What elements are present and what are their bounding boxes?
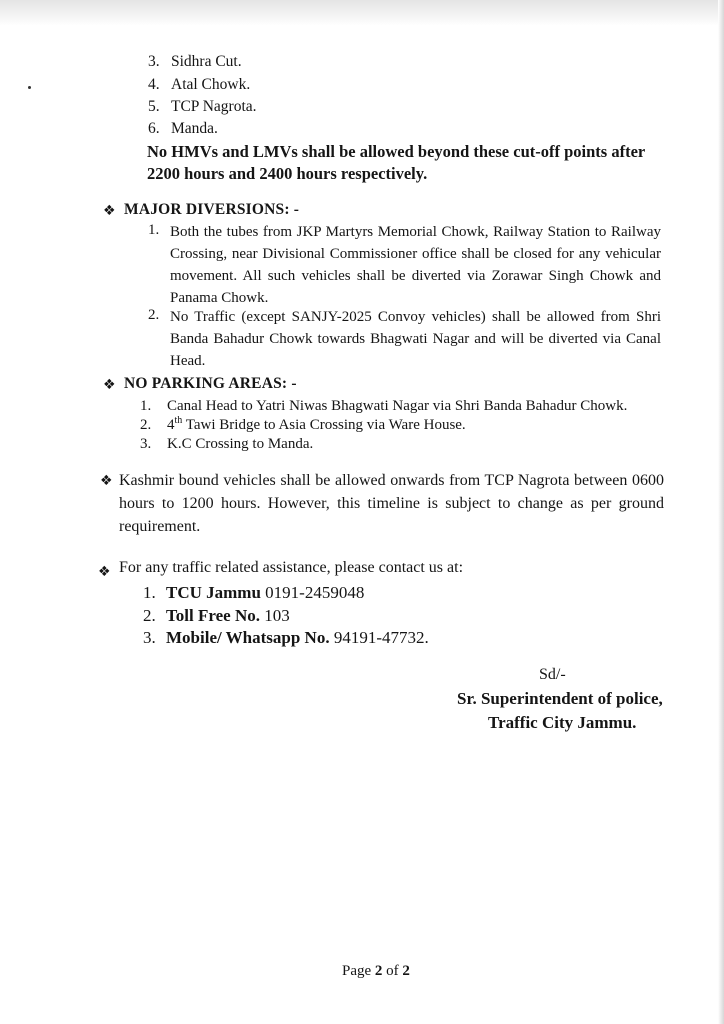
- scan-speck: [28, 86, 31, 89]
- list-number: 2.: [140, 417, 152, 433]
- page-number: Page 2 of 2: [342, 963, 410, 979]
- diamond-bullet-icon: ❖: [103, 203, 116, 219]
- signature-sd: Sd/-: [539, 666, 566, 683]
- signature-designation: Sr. Superintendent of police,: [457, 689, 663, 708]
- no-parking-heading: NO PARKING AREAS: -: [124, 375, 297, 392]
- list-number: 2.: [143, 606, 156, 625]
- contact-item-2: Toll Free No. 103: [166, 606, 290, 625]
- list-number: 6.: [148, 120, 160, 137]
- list-item: Atal Chowk.: [171, 76, 251, 93]
- scan-edge: [718, 0, 724, 1024]
- scan-shade: [0, 0, 724, 26]
- contact-item-1: TCU Jammu 0191-2459048: [166, 583, 365, 602]
- list-number: 2.: [148, 307, 160, 323]
- contact-item-3: Mobile/ Whatsapp No. 94191-47732.: [166, 628, 429, 647]
- parking-item-2: 4th Tawi Bridge to Asia Crossing via Ware House.: [167, 415, 466, 433]
- signature-office: Traffic City Jammu.: [488, 713, 637, 732]
- diversion-item-1: Both the tubes from JKP Martyrs Memorial Chowk, Railway Station to Railway Crossing, near Divisional Commissioner office shall be closed for any vehicular movement. All such vehicles shall be diverted via Zorawar Singh Chowk and Panama Chowk.: [170, 224, 661, 306]
- list-number: 3.: [148, 53, 160, 70]
- parking-item-1: Canal Head to Yatri Niwas Bhagwati Nagar via Shri Banda Bahadur Chowk.: [167, 398, 628, 414]
- cutoff-note-line1: No HMVs and LMVs shall be allowed beyond these cut-off points after: [147, 142, 646, 161]
- diversion-item-2: No Traffic (except SANJY-2025 Convoy vehicles) shall be allowed from Shri Banda Bahadur Chowk towards Bhagwati Nagar and will be diverted via Canal Head.: [170, 309, 661, 369]
- list-number: 3.: [143, 628, 156, 647]
- diamond-bullet-icon: ❖: [100, 473, 113, 489]
- list-item: Sidhra Cut.: [171, 53, 242, 70]
- list-item: TCP Nagrota.: [171, 98, 257, 115]
- diamond-bullet-icon: ❖: [98, 564, 111, 580]
- list-number: 1.: [148, 222, 160, 238]
- list-number: 5.: [148, 98, 160, 115]
- list-number: 3.: [140, 436, 152, 452]
- list-number: 1.: [143, 583, 156, 602]
- list-item: Manda.: [171, 120, 218, 137]
- contact-intro: For any traffic related assistance, please contact us at:: [119, 559, 464, 576]
- list-number: 1.: [140, 398, 152, 414]
- cutoff-note-line2: 2200 hours and 2400 hours respectively.: [147, 164, 428, 183]
- parking-item-3: K.C Crossing to Manda.: [167, 436, 314, 452]
- kashmir-note: Kashmir bound vehicles shall be allowed onwards from TCP Nagrota between 0600 hours to 1200 hours. However, this timeline is subject to change as per ground requirement.: [119, 472, 664, 535]
- major-diversions-heading: MAJOR DIVERSIONS: -: [124, 201, 300, 218]
- list-number: 4.: [148, 76, 160, 93]
- diamond-bullet-icon: ❖: [103, 377, 116, 393]
